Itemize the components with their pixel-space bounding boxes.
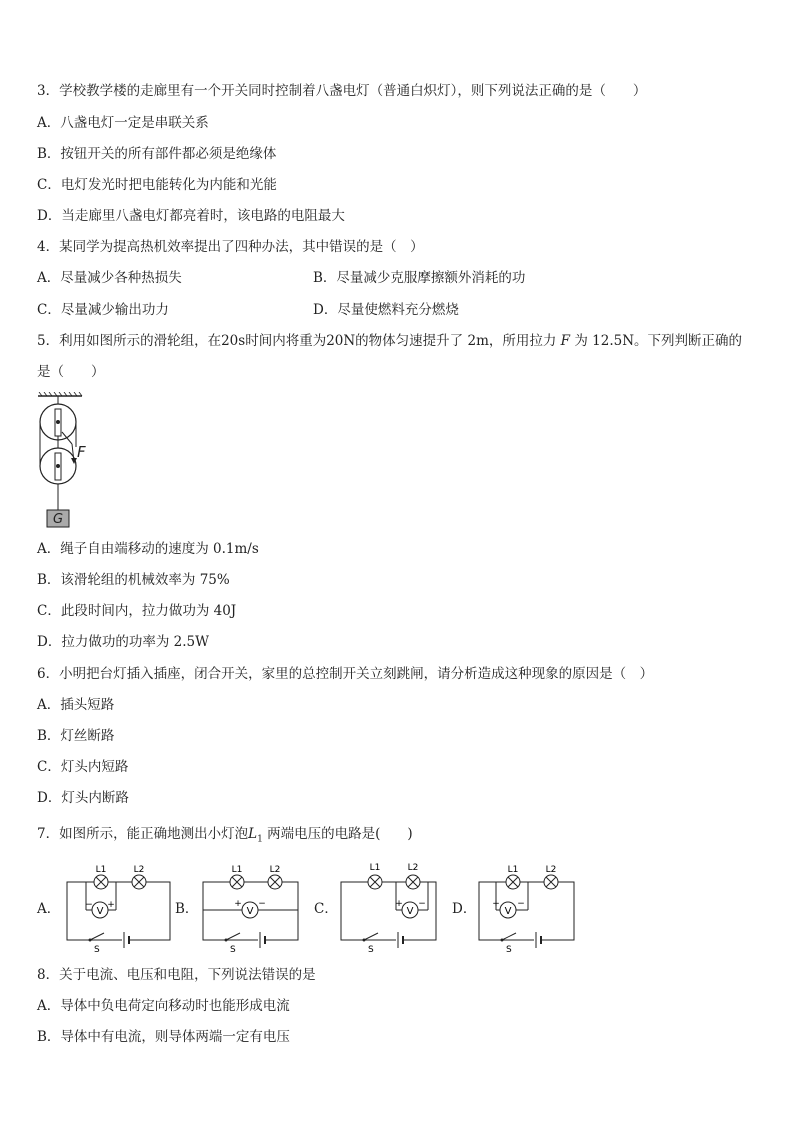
circuit-a-letter: A． <box>37 901 61 917</box>
q5-option-b: B．该滑轮组的机械效率为 75% <box>37 572 230 588</box>
svg-text:L1: L1 <box>95 865 107 875</box>
q7-stem-var: L <box>248 826 258 842</box>
q5-stem-line2: 是（ ） <box>37 364 105 380</box>
q4-option-d: D．尽量使燃料充分燃烧 <box>313 302 459 318</box>
q5-stem <box>37 332 742 350</box>
svg-text:L1: L1 <box>369 863 381 873</box>
circuit-b <box>198 860 310 955</box>
voltmeter-icon <box>500 902 516 918</box>
svg-text:−: − <box>258 899 266 909</box>
lamp-l1-icon <box>506 875 520 889</box>
lamp-l2-icon <box>406 875 420 889</box>
q4-option-b: B．尽量减少克服摩擦额外消耗的功 <box>313 270 526 286</box>
q8-option-b: B．导体中有电流，则导体两端一定有电压 <box>37 1029 290 1045</box>
q7-stem-post: 两端电压的电路是( ) <box>267 826 413 842</box>
svg-text:S: S <box>230 945 236 955</box>
voltmeter-icon <box>242 902 258 918</box>
q3-stem: 3．学校教学楼的走廊里有一个开关同时控制着八盏电灯（普通白炽灯），则下列说法正确的是（ ） <box>37 83 647 99</box>
q8-option-a: A．导体中负电荷定向移动时也能形成电流 <box>37 998 290 1014</box>
q7-stem-sub: 1 <box>257 834 263 845</box>
svg-text:−: − <box>517 899 525 909</box>
movable-pulley <box>40 448 76 484</box>
voltmeter-icon <box>402 902 418 918</box>
battery-icon <box>536 932 541 948</box>
q4-option-c: C．尽量减少输出功力 <box>37 302 169 318</box>
q5-option-a: A．绳子自由端移动的速度为 0.1m/s <box>37 541 259 557</box>
q8-stem: 8．关于电流、电压和电阻，下列说法错误的是 <box>37 967 316 983</box>
voltmeter-icon <box>92 902 108 918</box>
svg-text:L2: L2 <box>269 865 281 875</box>
lamp-l1-icon <box>94 875 108 889</box>
lamp-l1-icon <box>230 875 244 889</box>
svg-text:+: + <box>107 900 115 910</box>
svg-text:L2: L2 <box>133 865 145 875</box>
fixed-pulley <box>40 404 76 440</box>
svg-text:V: V <box>246 906 254 917</box>
q3-option-d: D．当走廊里八盏电灯都亮着时，该电路的电阻最大 <box>37 208 345 224</box>
svg-text:L1: L1 <box>507 865 519 875</box>
circuit-d-letter: D． <box>452 901 477 917</box>
svg-text:+: + <box>492 899 500 909</box>
q3-option-b: B．按钮开关的所有部件都必须是绝缘体 <box>37 146 277 162</box>
svg-text:S: S <box>94 945 100 955</box>
lamp-l2-icon <box>132 875 146 889</box>
q5-option-d: D．拉力做功的功率为 2.5W <box>37 634 209 650</box>
svg-text:S: S <box>506 945 512 955</box>
q6-stem: 6．小明把台灯插入插座，闭合开关，家里的总控制开关立刻跳闸，请分析造成这种现象的原因是（ ） <box>37 666 654 682</box>
lamp-l2-icon <box>544 875 558 889</box>
pulley-figure <box>30 392 100 532</box>
battery-icon <box>398 932 403 948</box>
svg-text:S: S <box>368 945 374 955</box>
q6-option-a: A．插头短路 <box>37 697 115 713</box>
svg-text:V: V <box>406 906 414 917</box>
q7-stem <box>37 825 413 849</box>
svg-text:−: − <box>85 900 93 910</box>
q5-stem-post: 为 12.5N。下列判断正确的 <box>574 333 743 349</box>
q6-option-c: C．灯头内短路 <box>37 759 129 775</box>
lamp-l1-icon <box>368 875 382 889</box>
weight-label: G <box>52 512 64 527</box>
q5-stem-var: F <box>560 333 571 349</box>
battery-icon <box>124 932 129 948</box>
circuit-c-letter: C． <box>314 901 338 917</box>
ceiling-hatch <box>38 392 82 396</box>
svg-text:+: + <box>395 899 403 909</box>
force-label: F <box>77 443 86 461</box>
svg-text:L1: L1 <box>231 865 243 875</box>
svg-text:V: V <box>504 906 512 917</box>
q4-option-a: A．尽量减少各种热损失 <box>37 270 182 286</box>
circuit-c <box>336 860 448 955</box>
q3-option-c: C．电灯发光时把电能转化为内能和光能 <box>37 177 277 193</box>
svg-text:−: − <box>418 899 426 909</box>
q5-option-c: C．此段时间内，拉力做功为 40J <box>37 603 237 619</box>
svg-text:V: V <box>96 906 104 917</box>
circuit-b-letter: B． <box>175 901 199 917</box>
battery-icon <box>260 932 265 948</box>
q7-stem-pre: 7．如图所示，能正确地测出小灯泡 <box>37 826 249 842</box>
q3-option-a: A．八盏电灯一定是串联关系 <box>37 115 209 131</box>
svg-text:L2: L2 <box>407 863 419 873</box>
circuit-d <box>474 860 586 955</box>
circuit-a <box>62 860 174 955</box>
svg-text:+: + <box>234 899 242 909</box>
lamp-l2-icon <box>268 875 282 889</box>
q6-option-d: D．灯头内断路 <box>37 790 129 806</box>
q5-stem-pre: 5．利用如图所示的滑轮组，在20s时间内将重为20N的物体匀速提升了 2m，所用拉力 <box>37 333 557 349</box>
q6-option-b: B．灯丝断路 <box>37 728 115 744</box>
q4-stem: 4．某同学为提高热机效率提出了四种办法，其中错误的是（ ） <box>37 239 424 255</box>
svg-text:L2: L2 <box>545 865 557 875</box>
